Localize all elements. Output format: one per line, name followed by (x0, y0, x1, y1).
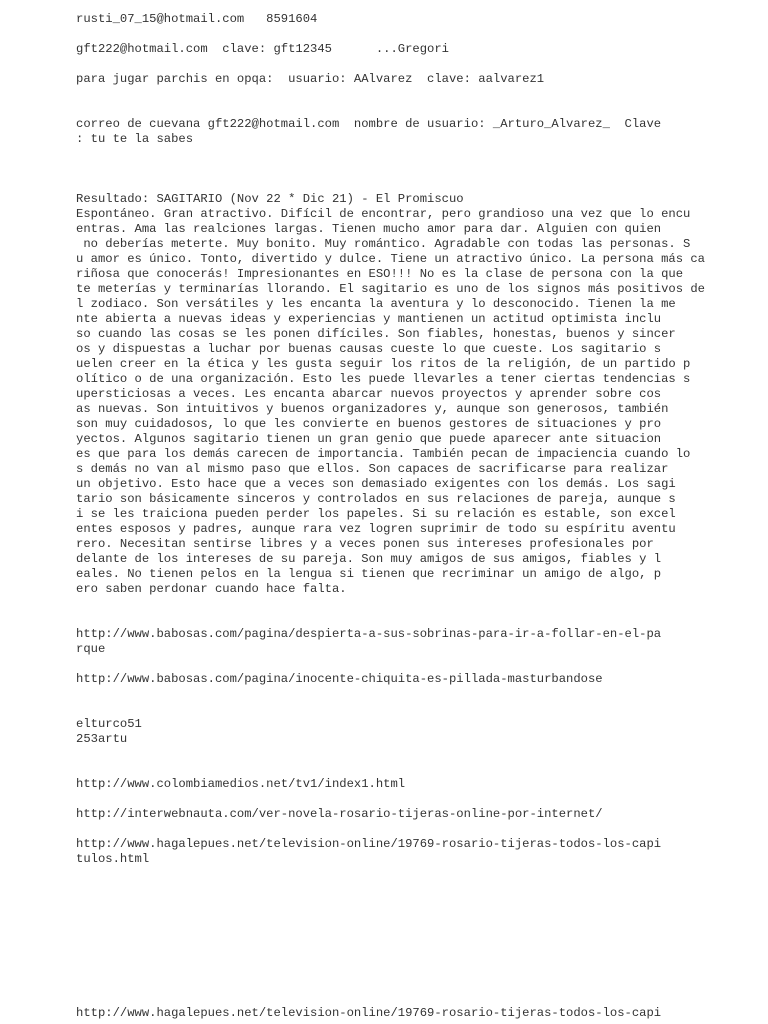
email-line-gft222: gft222@hotmail.com clave: gft12345 ...Gregori (76, 42, 449, 56)
horoscope-line: yectos. Algunos sagitario tienen un gran genio que puede aparecer ante situacion (76, 432, 662, 446)
horoscope-line: i se les traiciona pueden perder los papeles. Si su relación es estable, son excel (76, 507, 676, 521)
cuevana-line-1: correo de cuevana gft222@hotmail.com nombre de usuario: _Arturo_Alvarez_ Clave (76, 117, 662, 131)
horoscope-line: so cuando las cosas se les ponen difíciles. Son fiables, honestas, buenos y sincer (76, 327, 676, 341)
horoscope-line: l zodiaco. Son versátiles y les encanta la aventura y lo desconocido. Tienen la me (76, 297, 676, 311)
horoscope-line: riñosa que conocerás! Impresionantes en ESO!!! No es la clase de persona con la que (76, 267, 684, 281)
horoscope-line: rero. Necesitan sentirse libres y a veces ponen sus intereses profesionales por (76, 537, 654, 551)
horoscope-line: entes esposos y padres, aunque rara vez logren suprimir de todo su espíritu aventu (76, 522, 676, 536)
cuevana-line-2: : tu te la sabes (76, 132, 194, 146)
horoscope-line: ero saben perdonar cuando hace falta. (76, 582, 347, 596)
horoscope-line: un objetivo. Esto hace que a veces son demasiado exigentes con los demás. Los sagi (76, 477, 676, 491)
horoscope-line: olítico o de una organización. Esto les puede llevarles a tener ciertas tendencias s (76, 372, 691, 386)
link-hagalepues-line-2: tulos.html (76, 852, 150, 866)
horoscope-text (76, 192, 736, 597)
link-babosas-2: http://www.babosas.com/pagina/inocente-chiquita-es-pillada-masturbandose (76, 672, 603, 686)
horoscope-line: tario son básicamente sinceros y controlados en sus relaciones de pareja, aunque s (76, 492, 676, 506)
horoscope-line: es que para los demás carecen de importancia. También pecan de impaciencia cuando lo (76, 447, 691, 461)
horoscope-line: no deberías meterte. Muy bonito. Muy romántico. Agradable con todas las personas. S (76, 237, 691, 251)
credential-pass: 253artu (76, 732, 128, 746)
document-page (76, 12, 736, 867)
horoscope-line: Espontáneo. Gran atractivo. Difícil de encontrar, pero grandioso una vez que lo encu (76, 207, 691, 221)
horoscope-line: te meterías y terminarías llorando. El sagitario es uno de los signos más positivos de (76, 282, 705, 296)
link-colombiamedios: http://www.colombiamedios.net/tv1/index1.html (76, 777, 406, 791)
horoscope-line: upersticiosas a veces. Les encanta abarcar nuevos proyectos y aprender sobre cos (76, 387, 662, 401)
parchis-credentials-line: para jugar parchis en opqa: usuario: AAlvarez clave: aalvarez1 (76, 72, 545, 86)
horoscope-line: son muy cuidadosos, lo que les convierte en buenos gestores de situaciones y pro (76, 417, 662, 431)
credential-user: elturco51 (76, 717, 142, 731)
horoscope-line: os y dispuestas a luchar por buenas causas cueste lo que cueste. Los sagitario s (76, 342, 662, 356)
link-hagalepues-line-1: http://www.hagalepues.net/television-online/19769-rosario-tijeras-todos-los-capi (76, 837, 662, 851)
link-babosas-1-line-1: http://www.babosas.com/pagina/despierta-a-sus-sobrinas-para-ir-a-follar-en-el-pa (76, 627, 662, 641)
horoscope-line: s demás no van al mismo paso que ellos. Son capaces de sacrificarse para realizar (76, 462, 669, 476)
horoscope-line: eales. No tienen pelos en la lengua si tienen que recriminar un amigo de algo, p (76, 567, 662, 581)
horoscope-line: uelen creer en la ética y les gusta seguir los ritos de la religión, de un partido p (76, 357, 691, 371)
horoscope-line: as nuevas. Son intuitivos y buenos organizadores y, aunque son generosos, también (76, 402, 669, 416)
email-line-rusti: rusti_07_15@hotmail.com 8591604 (76, 12, 318, 26)
horoscope-line: nte abierta a nuevas ideas y experiencias y mantienen un actitud optimista inclu (76, 312, 662, 326)
horoscope-line: Resultado: SAGITARIO (Nov 22 * Dic 21) - El Promiscuo (76, 192, 464, 206)
link-babosas-1-line-2: rque (76, 642, 106, 656)
link-interwebnauta: http://interwebnauta.com/ver-novela-rosario-tijeras-online-por-internet/ (76, 807, 603, 821)
horoscope-line: entras. Ama las realciones largas. Tienen mucho amor para dar. Alguien con quien (76, 222, 662, 236)
horoscope-line: delante de los intereses de su pareja. Son muy amigos de sus amigos, fiables y l (76, 552, 662, 566)
link-hagalepues-bottom: http://www.hagalepues.net/television-online/19769-rosario-tijeras-todos-los-capi (76, 1006, 662, 1020)
horoscope-line: u amor es único. Tonto, divertido y dulce. Tiene un atractivo único. La persona más ca (76, 252, 705, 266)
